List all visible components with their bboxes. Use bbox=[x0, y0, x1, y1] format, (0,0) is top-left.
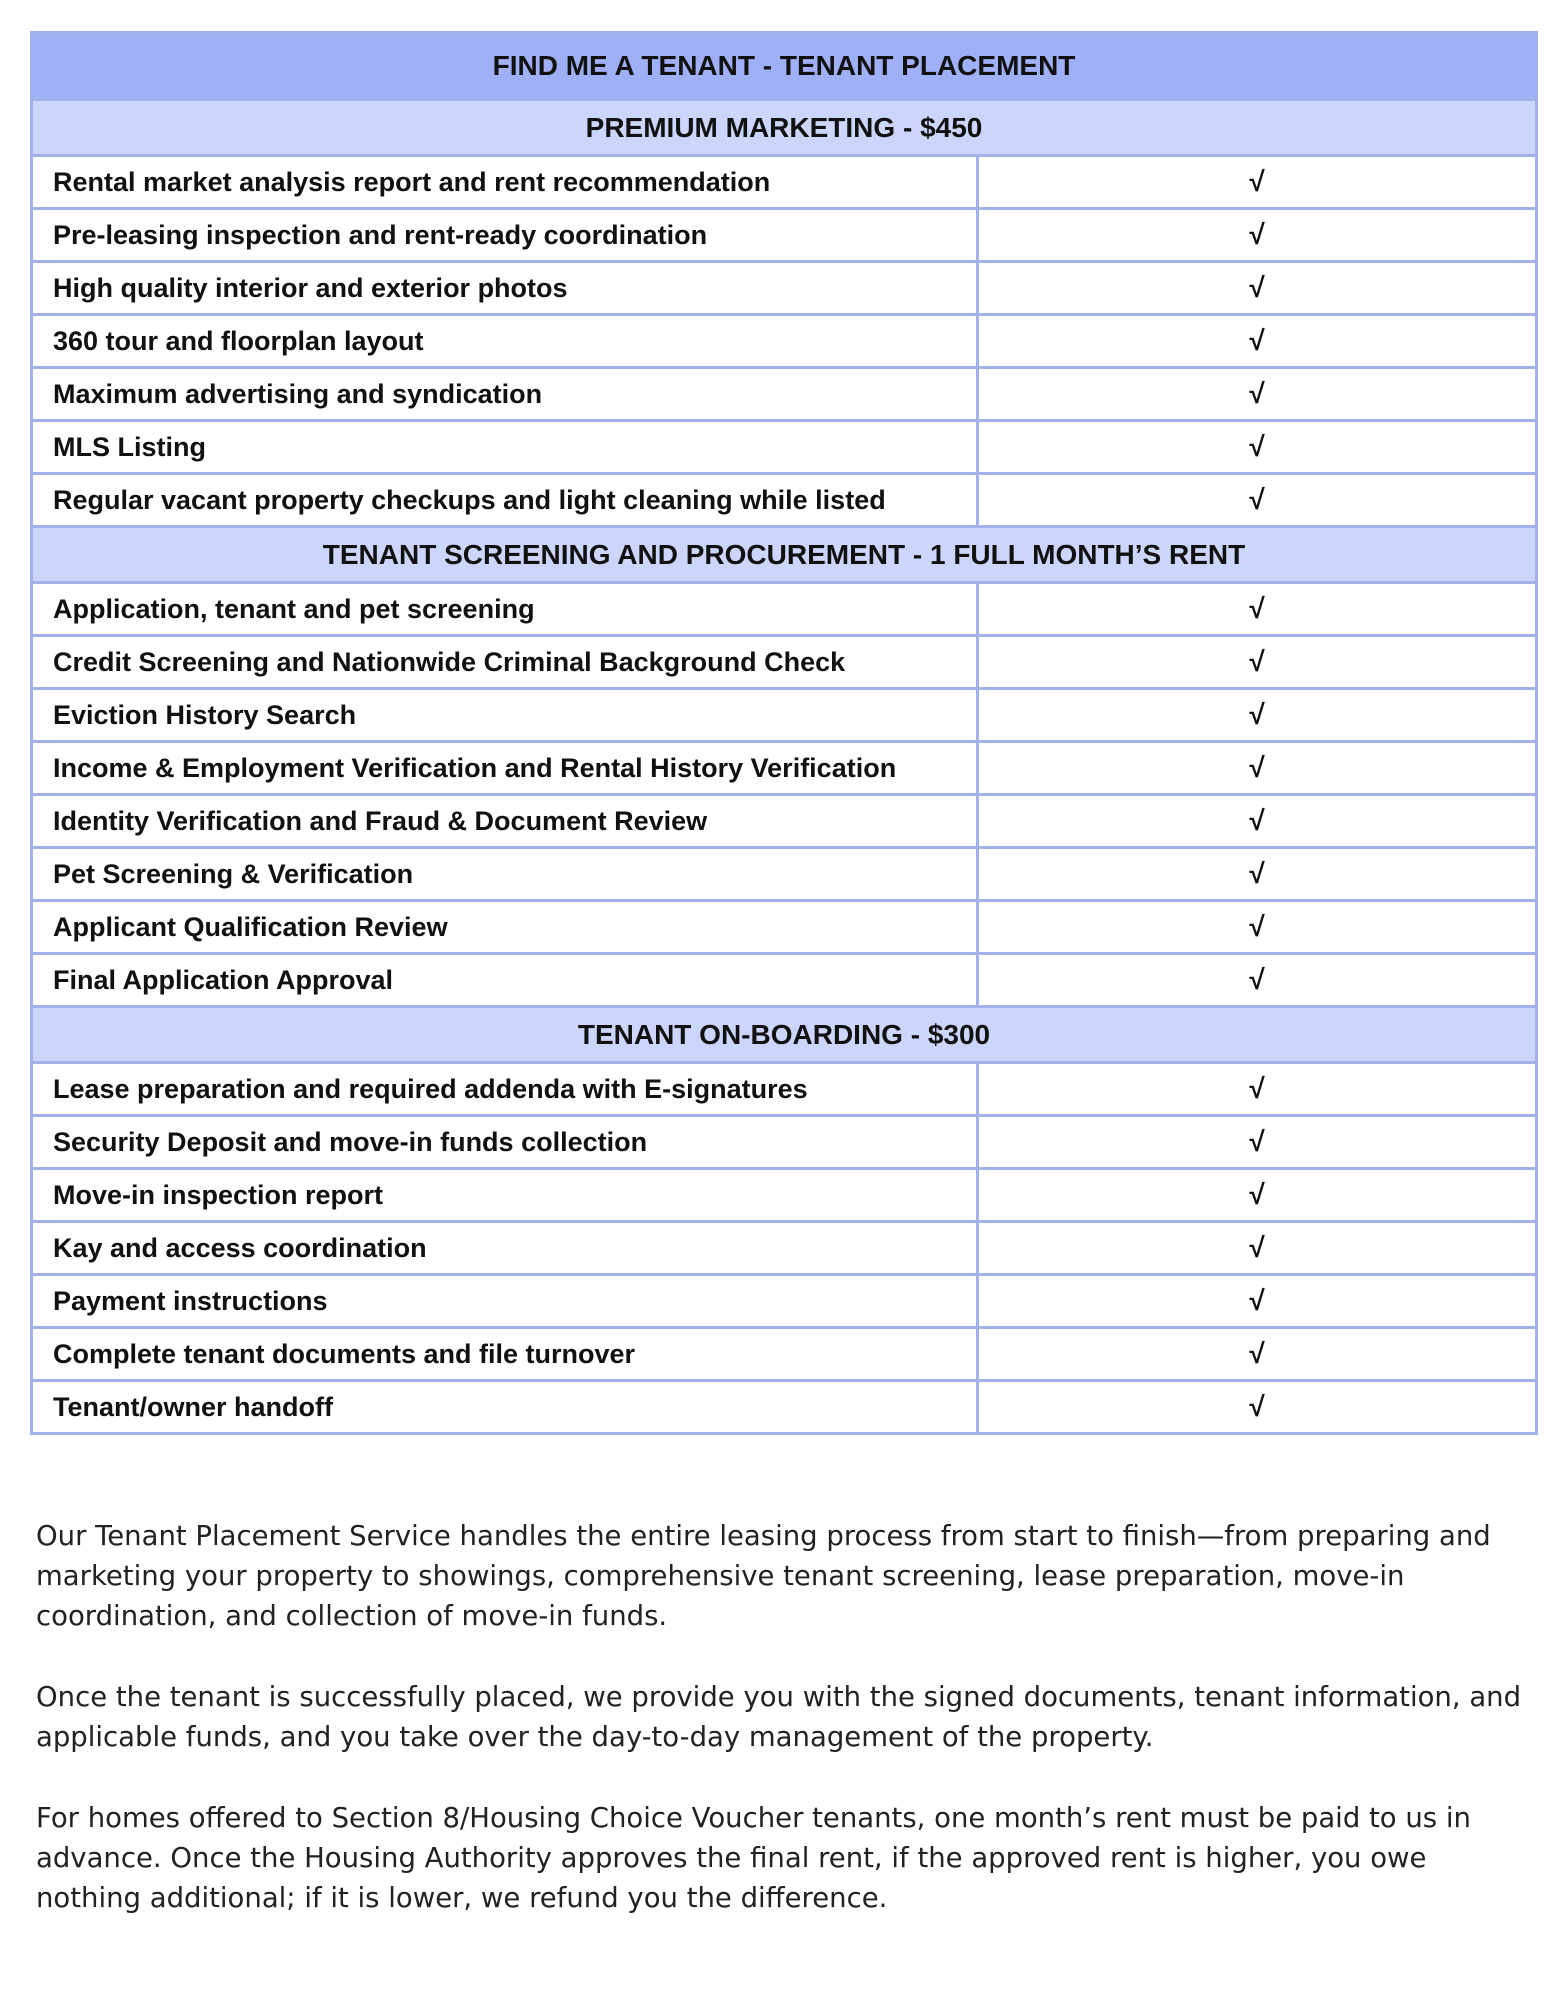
table-row bbox=[32, 1169, 1537, 1222]
service-table bbox=[30, 31, 1538, 1435]
table-row bbox=[32, 689, 1537, 742]
included-check-icon: √ bbox=[978, 156, 1537, 209]
feature-label: Lease preparation and required addenda with E-signatures bbox=[32, 1063, 978, 1116]
table-row bbox=[32, 368, 1537, 421]
description-notes bbox=[36, 1516, 1526, 1959]
feature-label: Final Application Approval bbox=[32, 954, 978, 1007]
table-row bbox=[32, 1222, 1537, 1275]
feature-label: Credit Screening and Nationwide Criminal Background Check bbox=[32, 636, 978, 689]
section-heading: TENANT ON-BOARDING - $300 bbox=[32, 1007, 1537, 1063]
included-check-icon: √ bbox=[978, 795, 1537, 848]
section-heading: TENANT SCREENING AND PROCUREMENT - 1 FULL MONTH’S RENT bbox=[32, 527, 1537, 583]
description-paragraph: Our Tenant Placement Service handles the entire leasing process from start to finish—from preparing and marketing your property to showings, comprehensive tenant screening, lease preparation, move-in coordination, and collection of move-in funds. bbox=[36, 1520, 1491, 1632]
table-title: FIND ME A TENANT - TENANT PLACEMENT bbox=[32, 33, 1537, 100]
feature-label: Rental market analysis report and rent recommendation bbox=[32, 156, 978, 209]
section-heading-row bbox=[32, 527, 1537, 583]
table-row bbox=[32, 474, 1537, 527]
table-row bbox=[32, 1381, 1537, 1434]
included-check-icon: √ bbox=[978, 742, 1537, 795]
included-check-icon: √ bbox=[978, 1275, 1537, 1328]
feature-label: Payment instructions bbox=[32, 1275, 978, 1328]
table-title-row bbox=[32, 33, 1537, 100]
included-check-icon: √ bbox=[978, 954, 1537, 1007]
included-check-icon: √ bbox=[978, 315, 1537, 368]
feature-label: 360 tour and floorplan layout bbox=[32, 315, 978, 368]
table-row bbox=[32, 421, 1537, 474]
included-check-icon: √ bbox=[978, 209, 1537, 262]
feature-label: Maximum advertising and syndication bbox=[32, 368, 978, 421]
feature-label: Complete tenant documents and file turnover bbox=[32, 1328, 978, 1381]
description-paragraph: Once the tenant is successfully placed, we provide you with the signed documents, tenant information, and applicable funds, and you take over the day-to-day management of the property. bbox=[36, 1681, 1522, 1753]
included-check-icon: √ bbox=[978, 1328, 1537, 1381]
feature-label: Applicant Qualification Review bbox=[32, 901, 978, 954]
feature-label: Income & Employment Verification and Rental History Verification bbox=[32, 742, 978, 795]
feature-label: MLS Listing bbox=[32, 421, 978, 474]
feature-label: Eviction History Search bbox=[32, 689, 978, 742]
table-row bbox=[32, 583, 1537, 636]
included-check-icon: √ bbox=[978, 421, 1537, 474]
section-heading-row bbox=[32, 100, 1537, 156]
included-check-icon: √ bbox=[978, 368, 1537, 421]
included-check-icon: √ bbox=[978, 1169, 1537, 1222]
section-heading-row bbox=[32, 1007, 1537, 1063]
table-row bbox=[32, 1275, 1537, 1328]
table-row bbox=[32, 636, 1537, 689]
included-check-icon: √ bbox=[978, 901, 1537, 954]
feature-label: Tenant/owner handoff bbox=[32, 1381, 978, 1434]
table-row bbox=[32, 1116, 1537, 1169]
included-check-icon: √ bbox=[978, 848, 1537, 901]
included-check-icon: √ bbox=[978, 583, 1537, 636]
feature-label: Regular vacant property checkups and light cleaning while listed bbox=[32, 474, 978, 527]
feature-label: High quality interior and exterior photos bbox=[32, 262, 978, 315]
table-row bbox=[32, 742, 1537, 795]
table-row bbox=[32, 209, 1537, 262]
description-paragraph: For homes offered to Section 8/Housing Choice Voucher tenants, one month’s rent must be paid to us in advance. Once the Housing Authority approves the final rent, if the approved rent is higher, you owe nothing additional; if it is lower, we refund you the difference. bbox=[36, 1802, 1471, 1914]
table-row bbox=[32, 1328, 1537, 1381]
table-row bbox=[32, 795, 1537, 848]
table-row bbox=[32, 315, 1537, 368]
table-row bbox=[32, 848, 1537, 901]
included-check-icon: √ bbox=[978, 474, 1537, 527]
feature-label: Pre-leasing inspection and rent-ready coordination bbox=[32, 209, 978, 262]
included-check-icon: √ bbox=[978, 1063, 1537, 1116]
included-check-icon: √ bbox=[978, 689, 1537, 742]
feature-label: Pet Screening & Verification bbox=[32, 848, 978, 901]
included-check-icon: √ bbox=[978, 1116, 1537, 1169]
table-row bbox=[32, 954, 1537, 1007]
section-heading: PREMIUM MARKETING - $450 bbox=[32, 100, 1537, 156]
table-row bbox=[32, 1063, 1537, 1116]
service-table-container bbox=[30, 31, 1535, 1435]
feature-label: Security Deposit and move-in funds collection bbox=[32, 1116, 978, 1169]
included-check-icon: √ bbox=[978, 1222, 1537, 1275]
feature-label: Application, tenant and pet screening bbox=[32, 583, 978, 636]
included-check-icon: √ bbox=[978, 1381, 1537, 1434]
included-check-icon: √ bbox=[978, 636, 1537, 689]
included-check-icon: √ bbox=[978, 262, 1537, 315]
table-row bbox=[32, 156, 1537, 209]
table-row bbox=[32, 262, 1537, 315]
table-row bbox=[32, 901, 1537, 954]
feature-label: Move-in inspection report bbox=[32, 1169, 978, 1222]
feature-label: Identity Verification and Fraud & Document Review bbox=[32, 795, 978, 848]
feature-label: Kay and access coordination bbox=[32, 1222, 978, 1275]
